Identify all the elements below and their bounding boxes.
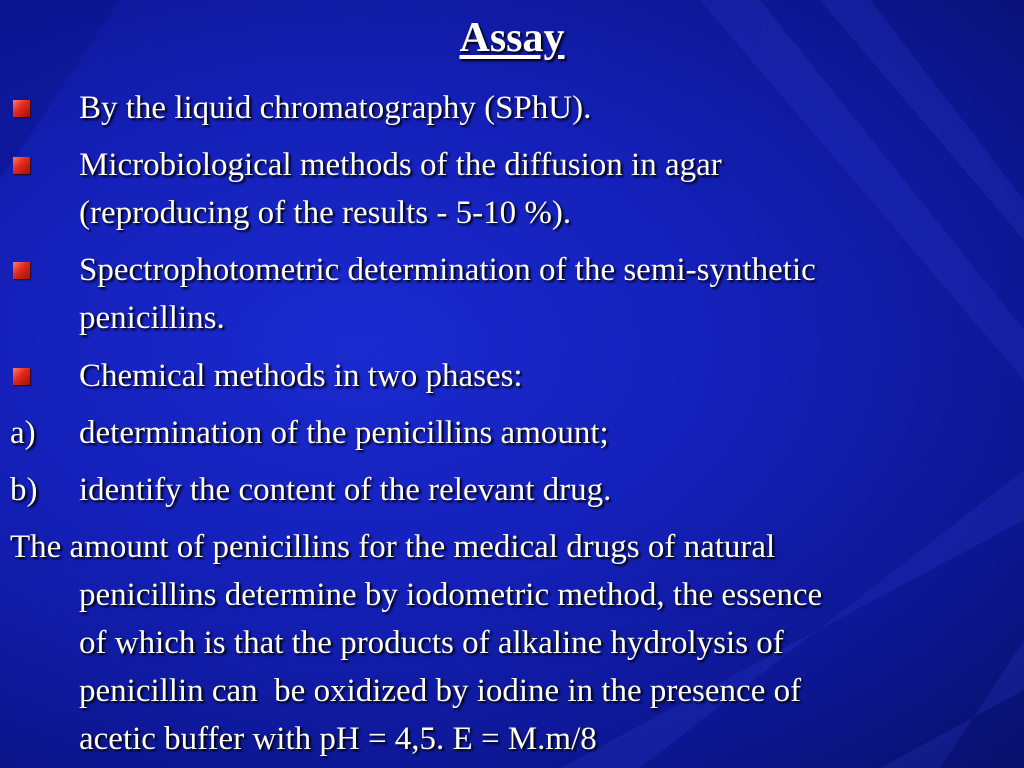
- bullet-marker: [13, 262, 30, 279]
- paragraph-line-1: The amount of penicillins for the medical drugs of natural: [10, 529, 776, 565]
- bullet-4-line-1: Chemical methods in two phases:: [79, 358, 523, 394]
- bullet-marker: [13, 100, 30, 117]
- paragraph-line-2: penicillins determine by iodometric method, the essence: [79, 577, 823, 613]
- bullet-1-line-1: By the liquid chromatography (SPhU).: [79, 90, 592, 126]
- lettered-marker-b: b): [10, 472, 38, 508]
- bullet-marker: [13, 368, 30, 385]
- bullet-2-line-1: Microbiological methods of the diffusion in agar: [79, 147, 722, 183]
- bullet-3-line-2: penicillins.: [79, 300, 225, 336]
- lettered-item-a: determination of the penicillins amount;: [79, 415, 609, 451]
- lettered-marker-a: a): [10, 415, 36, 451]
- slide-title: Assay: [459, 15, 565, 61]
- bullet-3-line-1: Spectrophotometric determination of the semi-synthetic: [79, 252, 816, 288]
- bullet-marker: [13, 157, 30, 174]
- paragraph-line-3: of which is that the products of alkaline hydrolysis of: [79, 625, 784, 661]
- paragraph-line-5: acetic buffer with pH = 4,5. E = M.m/8: [79, 721, 597, 757]
- lettered-item-b: identify the content of the relevant drug.: [79, 472, 612, 508]
- paragraph-line-4: penicillin can be oxidized by iodine in the presence of: [79, 673, 802, 709]
- bullet-2-line-2: (reproducing of the results - 5-10 %).: [79, 195, 572, 231]
